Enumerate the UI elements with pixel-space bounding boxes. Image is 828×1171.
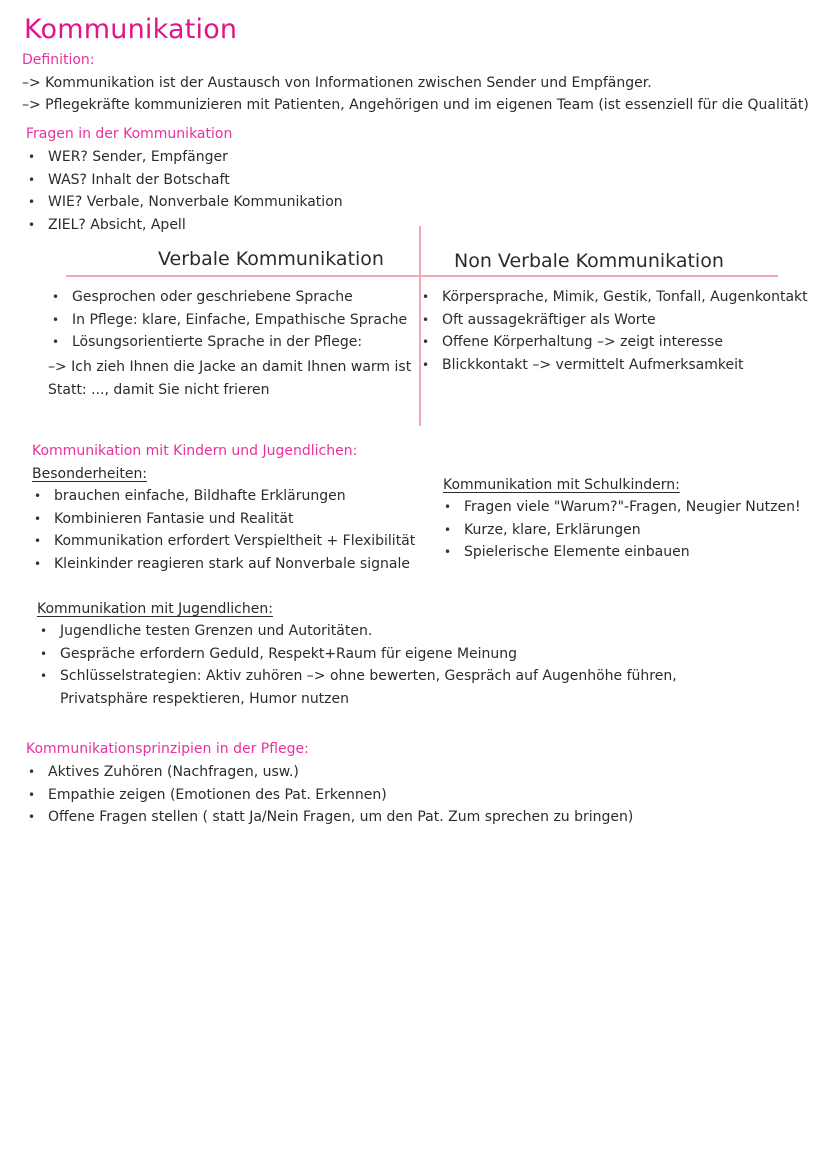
list-item: • Spielerische Elemente einbauen (440, 541, 801, 564)
nonverbal-heading: Non Verbale Kommunikation (454, 250, 724, 272)
list-item: • Oft aussagekräftiger als Worte (418, 309, 808, 332)
definition-line-2: –> Pflegekräfte kommunizieren mit Patienten, Angehörigen und im eigenen Team (ist essenziell für die Qualität) (22, 97, 809, 113)
list-item: • ZIEL? Absicht, Apell (24, 214, 343, 237)
list-item: • Kleinkinder reagieren stark auf Nonverbale signale (30, 553, 415, 576)
list-item: • Jugendliche testen Grenzen und Autoritäten. (36, 620, 677, 643)
list-item: • Lösungsorientierte Sprache in der Pflege: (48, 331, 407, 354)
youth-list (36, 620, 677, 688)
list-item: • WIE? Verbale, Nonverbale Kommunikation (24, 191, 343, 214)
verbal-list (48, 286, 407, 354)
questions-heading: Fragen in der Kommunikation (26, 126, 233, 142)
list-item: • Gespräche erfordern Geduld, Respekt+Raum für eigene Meinung (36, 643, 677, 666)
verbal-example-2: Statt: ..., damit Sie nicht frieren (48, 382, 270, 398)
list-item: • Offene Fragen stellen ( statt Ja/Nein Fragen, um den Pat. Zum sprechen zu bringen) (24, 806, 633, 829)
list-item: • Kurze, klare, Erklärungen (440, 519, 801, 542)
school-children-list (440, 496, 801, 564)
list-item: • WAS? Inhalt der Botschaft (24, 169, 343, 192)
list-item: • Gesprochen oder geschriebene Sprache (48, 286, 407, 309)
list-item: • Schlüsselstrategien: Aktiv zuhören –> ohne bewerten, Gespräch auf Augenhöhe führen, (36, 665, 677, 688)
list-item: • Empathie zeigen (Emotionen des Pat. Erkennen) (24, 784, 633, 807)
list-item: • WER? Sender, Empfänger (24, 146, 343, 169)
list-item: • Kombinieren Fantasie und Realität (30, 508, 415, 531)
principles-list (24, 761, 633, 829)
principles-heading: Kommunikationsprinzipien in der Pflege: (26, 741, 309, 757)
definition-line-1: –> Kommunikation ist der Austausch von Informationen zwischen Sender und Empfänger. (22, 75, 652, 91)
list-item: • Blickkontakt –> vermittelt Aufmerksamkeit (418, 354, 808, 377)
list-item: • Offene Körperhaltung –> zeigt interesse (418, 331, 808, 354)
children-heading: Kommunikation mit Kindern und Jugendlichen: (32, 443, 358, 459)
list-item: • Aktives Zuhören (Nachfragen, usw.) (24, 761, 633, 784)
questions-list (24, 146, 343, 237)
list-item: • Fragen viele "Warum?"-Fragen, Neugier Nutzen! (440, 496, 801, 519)
list-item: • In Pflege: klare, Einfache, Empathische Sprache (48, 309, 407, 332)
school-children-heading: Kommunikation mit Schulkindern: (443, 477, 680, 493)
verbal-heading: Verbale Kommunikation (158, 248, 384, 270)
definition-heading: Definition: (22, 52, 95, 68)
header-divider (66, 275, 778, 277)
children-subheading: Besonderheiten: (32, 466, 148, 482)
youth-heading: Kommunikation mit Jugendlichen: (37, 601, 273, 617)
nonverbal-list (418, 286, 808, 377)
list-item: • Körpersprache, Mimik, Gestik, Tonfall, Augenkontakt (418, 286, 808, 309)
page-title: Kommunikation (24, 14, 238, 45)
children-list (30, 485, 415, 576)
list-item: • brauchen einfache, Bildhafte Erklärungen (30, 485, 415, 508)
youth-continuation: Privatsphäre respektieren, Humor nutzen (60, 691, 350, 707)
list-item: • Kommunikation erfordert Verspieltheit + Flexibilität (30, 530, 415, 553)
verbal-example-1: –> Ich zieh Ihnen die Jacke an damit Ihnen warm ist (48, 359, 412, 375)
